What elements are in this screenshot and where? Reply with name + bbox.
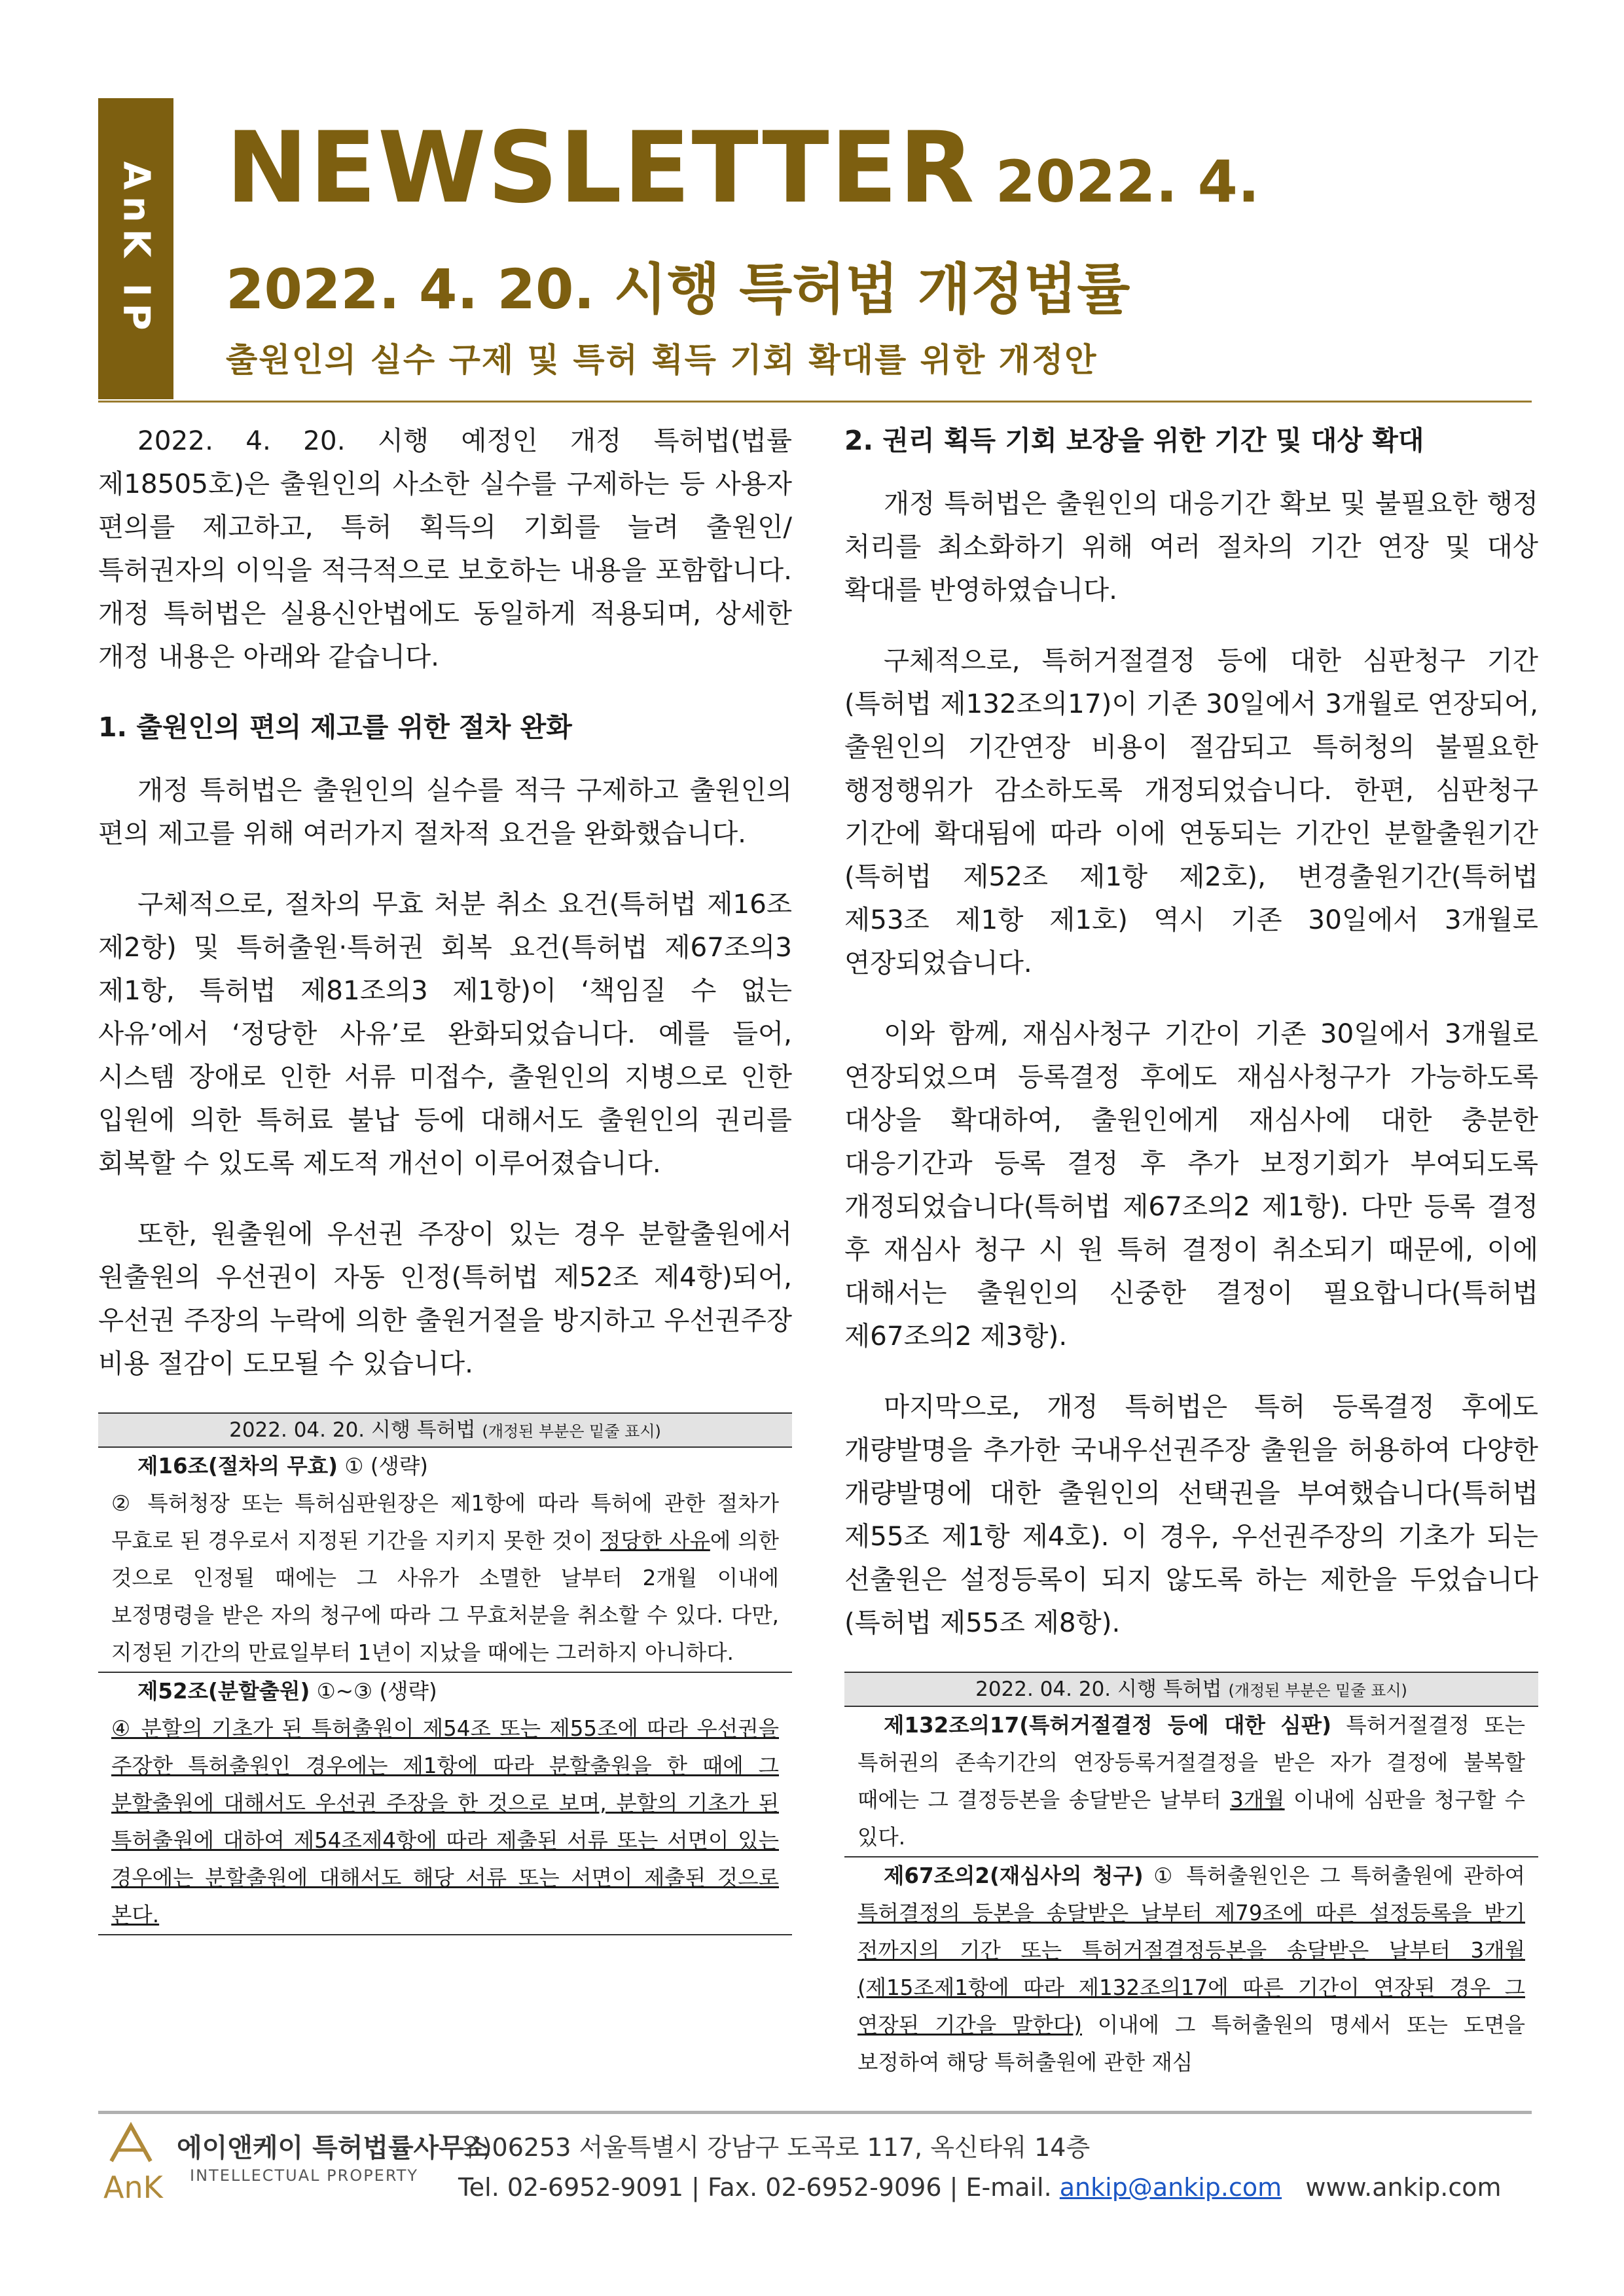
article-52-title: 제52조(분할출원) — [137, 1679, 310, 1704]
law-excerpt-box-left — [98, 1412, 792, 1935]
article-52-omit: ①~③ (생략) — [310, 1679, 437, 1704]
law-box-bottom-rule — [98, 1934, 792, 1935]
section-1-paragraph-3: 또한, 원출원에 우선권 주장이 있는 경우 분할출원에서 원출원의 우선권이 자동 인정(특허법 제52조 제4항)되어, 우선권 주장의 누락에 의한 출원거절을 방지하고 우선권주장 비용 절감이 도모될 수 있습니다. — [98, 1218, 792, 1379]
brand-sidebar — [98, 98, 173, 399]
law-box-title: 2022. 04. 20. 시행 특허법 — [975, 1677, 1222, 1701]
article-132-17-underlined: 3개월 — [1230, 1787, 1285, 1812]
section-1-paragraph-1: 개정 특허법은 출원인의 실수를 적극 구제하고 출원인의 편의 제고를 위해 여러가지 절차적 요건을 완화했습니다. — [98, 774, 792, 849]
firm-logo — [98, 2121, 164, 2206]
law-box-note: (개정된 부분은 밑줄 표시) — [1228, 1681, 1407, 1700]
firm-english-name: INTELLECTUAL PROPERTY — [190, 2166, 419, 2185]
article-16-text-b: 에 의한 것으로 인정될 때에는 그 사유가 소멸한 날부터 2개월 이내에 보정명령을 받은 자의 청구에 따라 그 무효처분을 취소할 수 있다. 다만, 지정된 기간의 만료일부터 1년이 지났을 때에는 그러하지 아니하다. — [111, 1528, 779, 1665]
article-132-17-text-b: 이내에 심판을 청구할 수 있다. — [857, 1787, 1525, 1850]
article-16-title: 제16조(절차의 무효) — [137, 1454, 338, 1479]
firm-name: 에이앤케이 특허법률사무소 — [177, 2133, 490, 2163]
firm-contact — [458, 2173, 1502, 2202]
section-2-paragraph-1: 개정 특허법은 출원인의 대응기간 확보 및 불필요한 행정 처리를 최소화하기 위해 여러 절차의 기간 연장 및 대상 확대를 반영하였습니다. — [844, 488, 1538, 605]
law-excerpt-box-right — [844, 1672, 1538, 2081]
article-16 — [98, 1448, 792, 1672]
article-52 — [98, 1672, 792, 1934]
logo-lettering: AnK — [103, 2170, 163, 2205]
email-link[interactable]: ankip@ankip.com — [1059, 2173, 1282, 2202]
article-16-underlined: 정당한 사유 — [600, 1528, 710, 1553]
law-box-header — [844, 1672, 1538, 1707]
article-132-17-title: 제132조의17(특허거절결정 등에 대한 심판) — [884, 1713, 1331, 1738]
article-16-omit: ① (생략) — [338, 1454, 428, 1479]
section-2-heading: 2. 권리 획득 기회 보장을 위한 기간 및 대상 확대 — [844, 425, 1424, 456]
article-132-17 — [844, 1707, 1538, 1856]
issue-date: 2022. 4. — [995, 148, 1260, 215]
footer-divider — [98, 2111, 1532, 2114]
section-2-paragraph-3: 이와 함께, 재심사청구 기간이 기존 30일에서 3개월로 연장되었으며 등록결정 후에도 재심사청구가 가능하도록 대상을 확대하여, 출원인에게 재심사에 대한 충분한 대응기간과 등록 결정 후 추가 보정기회가 부여되도록 개정되었습니다(특허법 제67조의2 제1항). 다만 등록 결정 후 재심사 청구 시 원 특허 결정이 취소되기 때문에, 이에 대해서는 출원인의 신중한 결정이 필요합니다(특허법 제67조의2 제3항). — [844, 1018, 1538, 1352]
law-box-header — [98, 1412, 792, 1448]
section-1-heading: 1. 출원인의 편의 제고를 위한 절차 완화 — [98, 711, 572, 743]
phone-fax: Tel. 02-6952-9091 | Fax. 02-6952-9096 | E-mail. — [458, 2173, 1060, 2202]
section-1-paragraph-2: 구체적으로, 절차의 무효 처분 취소 요건(특허법 제16조 제2항) 및 특허출원·특허권 회복 요건(특허법 제67조의3 제1항, 특허법 제81조의3 제1항)이 ‘책임질 수 없는 사유’에서 ‘정당한 사유’로 완화되었습니다. 예를 들어, 시스템 장애로 인한 서류 미접수, 출원인의 지병으로 인한 입원에 의한 특허료 불납 등에 대해서도 출원인의 권리를 회복할 수 있도록 제도적 개선이 이루어졌습니다. — [98, 888, 792, 1179]
newsletter-word: NEWSLETTER — [226, 111, 976, 225]
article-67-2-text-a: ① 특허출원인은 그 특허출원에 관하여 — [1143, 1863, 1525, 1888]
law-box-title: 2022. 04. 20. 시행 특허법 — [229, 1418, 476, 1442]
header-divider — [98, 401, 1532, 403]
left-column — [98, 419, 792, 1935]
right-column — [844, 419, 1538, 2081]
article-67-2 — [844, 1856, 1538, 2081]
article-67-2-underlined: 특허결정의 등본을 송달받은 날부터 제79조에 따른 설정등록을 받기 전까지의 기간 또는 특허거절결정등본을 송달받은 날부터 3개월(제15조제1항에 따라 제132조의17에 따른 기간이 연장된 경우 그 연장된 기간을 말한다) — [857, 1901, 1525, 2037]
website-link[interactable]: www.ankip.com — [1305, 2173, 1502, 2202]
section-2-paragraph-2: 구체적으로, 특허거절결정 등에 대한 심판청구 기간(특허법 제132조의17)이 기존 30일에서 3개월로 연장되어, 출원인의 기간연장 비용이 절감되고 특허청의 불필요한 행정행위가 감소하도록 개정되었습니다. 한편, 심판청구 기간에 확대됨에 따라 이에 연동되는 기간인 분할출원기간(특허법 제52조 제1항 제2호), 변경출원기간(특허법 제53조 제1항 제1호) 역시 기존 30일에서 3개월로 연장되었습니다. — [844, 645, 1538, 978]
section-2-paragraph-4: 마지막으로, 개정 특허법은 특허 등록결정 후에도 개량발명을 추가한 국내우선권주장 출원을 허용하여 다양한 개량발명에 대한 출원인의 선택권을 부여했습니다(특허법 제55조 제1항 제4호). 이 경우, 우선권주장의 기초가 되는 선출원은 설정등록이 되지 않도록 하는 제한을 두었습니다(특허법 제55조 제8항). — [844, 1391, 1538, 1638]
brand-label: AnK IP — [115, 161, 158, 336]
intro-paragraph: 2022. 4. 20. 시행 예정인 개정 특허법(법률 제18505호)은 출원인의 사소한 실수를 구제하는 등 사용자 편의를 제고하고, 특허 획득의 기회를 늘려 출원인/특허권자의 이익을 적극적으로 보호하는 내용을 포함합니다. 개정 특허법은 실용신안법에도 동일하게 적용되며, 상세한 개정 내용은 아래와 같습니다. — [98, 425, 792, 672]
page-title: 2022. 4. 20. 시행 특허법 개정법률 — [226, 257, 1130, 321]
law-box-note: (개정된 부분은 밑줄 표시) — [482, 1422, 661, 1441]
article-132-17-text-a: 특허거절결정 또는 특허권의 존속기간의 연장등록거절결정을 받은 자가 결정에 불복할 때에는 그 결정등본을 송달받은 날부터 — [857, 1713, 1525, 1812]
firm-address: 우)06253 서울특별시 강남구 도곡로 117, 옥신타워 14층 — [458, 2133, 1091, 2162]
article-67-2-title: 제67조의2(재심사의 청구) — [884, 1863, 1144, 1888]
newsletter-title — [226, 111, 1259, 225]
article-52-underlined: ④ 분할의 기초가 된 특허출원이 제54조 또는 제55조에 따라 우선권을 주장한 특허출원인 경우에는 제1항에 따라 분할출원을 한 때에 그 분할출원에 대해서도 우선권 주장을 한 것으로 보며, 분할의 기초가 된 특허출원에 대하여 제54조제4항에 따라 제출된 서류 또는 서면이 있는 경우에는 분할출원에 대해서도 해당 서류 또는 서면이 제출된 것으로 본다. — [111, 1716, 779, 1928]
page-subtitle: 출원인의 실수 구제 및 특허 획득 기회 확대를 위한 개정안 — [226, 341, 1098, 379]
article-16-text-a: ② 특허청장 또는 특허심판원장은 제1항에 따라 특허에 관한 절차가 무효로 된 경우로서 지정된 기간을 지키지 못한 것이 — [111, 1491, 779, 1553]
article-67-2-text-b: 이내에 그 특허출원의 명세서 또는 도면을 보정하여 해당 특허출원에 관한 재심 — [857, 2013, 1525, 2075]
